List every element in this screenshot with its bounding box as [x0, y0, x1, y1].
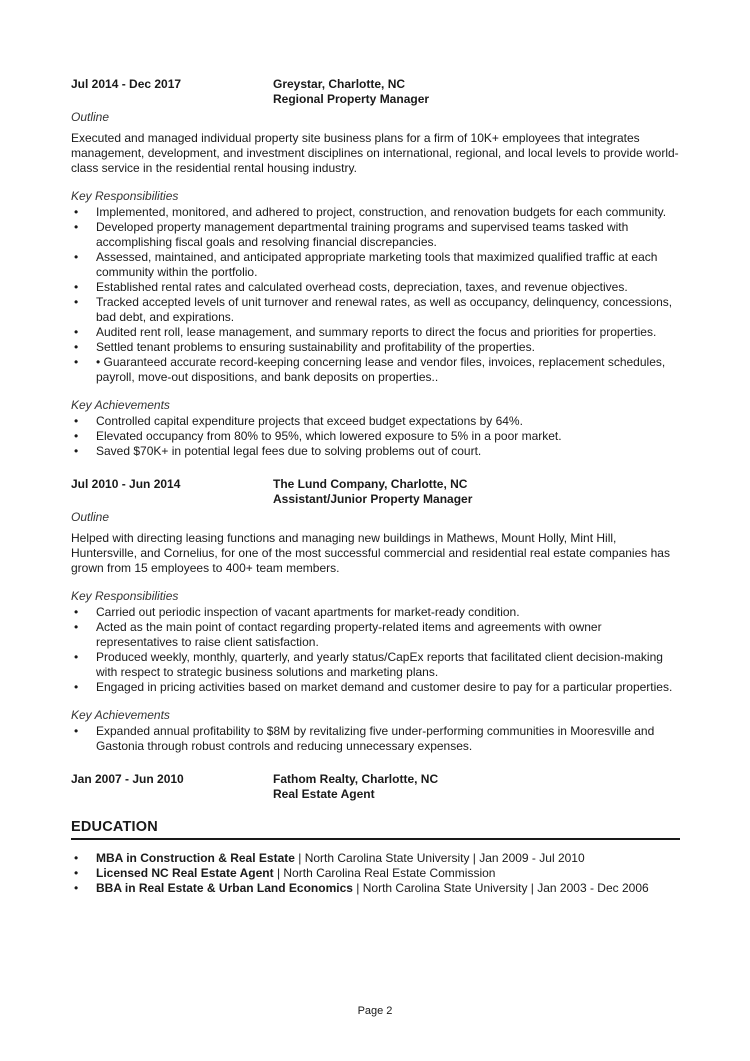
list-item: • Saved $70K+ in potential legal fees due to solving problems out of court. — [71, 444, 681, 459]
education-heading: EDUCATION — [71, 819, 680, 840]
education-item — [71, 851, 681, 866]
list-item: • Audited rent roll, lease management, and summary reports to direct the focus and priorities for properties. — [71, 325, 681, 340]
job-title: Regional Property Manager — [273, 92, 430, 106]
responsibilities-list — [71, 205, 681, 385]
job-entry — [71, 477, 681, 754]
achievements-label: Key Achievements — [71, 708, 170, 722]
job-header — [71, 772, 681, 802]
list-item: • • Guaranteed accurate record-keeping concerning lease and vendor files, invoices, replacement schedules, payroll, move-out dispositions, and bank deposits on properties.. — [71, 355, 681, 385]
list-item: • Settled tenant problems to ensuring sustainability and profitability of the properties. — [71, 340, 681, 355]
list-item: • Implemented, monitored, and adhered to project, construction, and renovation budgets for each community. — [71, 205, 681, 220]
education-degree: Licensed NC Real Estate Agent — [96, 866, 274, 880]
job-dates: Jul 2010 - Jun 2014 — [71, 477, 181, 491]
job-company: Fathom Realty, Charlotte, NC — [273, 772, 439, 786]
list-item: • Acted as the main point of contact regarding property-related items and agreements with owner representatives to raise client satisfaction. — [71, 620, 681, 650]
job-company: The Lund Company, Charlotte, NC — [273, 477, 468, 491]
responsibilities-label: Key Responsibilities — [71, 189, 179, 203]
education-degree: BBA in Real Estate & Urban Land Economics — [96, 881, 353, 895]
job-company: Greystar, Charlotte, NC — [273, 77, 406, 91]
education-item — [71, 866, 681, 881]
list-item: • Assessed, maintained, and anticipated appropriate marketing tools that maximized qualified traffic at each community within the portfolio. — [71, 250, 681, 280]
list-item: • Expanded annual profitability to $8M by revitalizing five under-performing communities in Mooresville and Gastonia through robust controls and reducing unnecessary expenses. — [71, 724, 681, 754]
outline-text: Executed and managed individual property site business plans for a firm of 10K+ employees that integrates management, development, and investment disciplines on international, regional, and local levels to provide world-class service in the residential rental housing industry. — [71, 131, 679, 175]
resume-page — [71, 77, 681, 896]
page-number: Page 2 — [357, 1005, 393, 1017]
list-item: • Controlled capital expenditure projects that exceed budget expectations by 64%. — [71, 414, 681, 429]
job-header — [71, 477, 681, 507]
education-list — [71, 851, 681, 896]
job-header — [71, 77, 681, 107]
job-title: Real Estate Agent — [273, 787, 375, 801]
education-detail: | North Carolina Real Estate Commission — [273, 866, 496, 880]
job-dates: Jan 2007 - Jun 2010 — [71, 772, 184, 786]
list-item: • Developed property management departmental training programs and supervised teams tasked with accomplishing fiscal goals and resolving financial discrepancies. — [71, 220, 681, 250]
job-dates: Jul 2014 - Dec 2017 — [71, 77, 182, 91]
responsibilities-list — [71, 605, 681, 695]
job-entry — [71, 772, 681, 802]
achievements-label: Key Achievements — [71, 398, 170, 412]
achievements-list — [71, 414, 681, 459]
job-title: Assistant/Junior Property Manager — [273, 492, 473, 506]
list-item: • Engaged in pricing activities based on market demand and customer desire to pay for a particular properties. — [71, 680, 681, 695]
outline-label: Outline — [71, 510, 110, 524]
education-degree: MBA in Construction & Real Estate — [96, 851, 295, 865]
achievements-list — [71, 724, 681, 754]
list-item: • Tracked accepted levels of unit turnover and renewal rates, as well as occupancy, delinquency, concessions, bad debt, and expirations. — [71, 295, 681, 325]
education-detail: | North Carolina State University | Jan 2003 - Dec 2006 — [352, 881, 649, 895]
outline-text: Helped with directing leasing functions and managing new buildings in Mathews, Mount Holly, Mint Hill, Huntersville, and Cornelius, for one of the most successful commercial and residential real estate companies has grown from 15 employees to 400+ team members. — [71, 531, 670, 575]
job-entry — [71, 77, 681, 459]
list-item: • Elevated occupancy from 80% to 95%, which lowered exposure to 5% in a poor market. — [71, 429, 681, 444]
responsibilities-label: Key Responsibilities — [71, 589, 179, 603]
list-item: • Produced weekly, monthly, quarterly, and yearly status/CapEx reports that facilitated client decision-making with respect to strategic business solutions and marketing plans. — [71, 650, 681, 680]
outline-label: Outline — [71, 110, 110, 124]
education-item — [71, 881, 681, 896]
list-item: • Carried out periodic inspection of vacant apartments for market-ready condition. — [71, 605, 681, 620]
list-item: • Established rental rates and calculated overhead costs, depreciation, taxes, and revenue objectives. — [71, 280, 681, 295]
education-detail: | North Carolina State University | Jan 2009 - Jul 2010 — [294, 851, 585, 865]
